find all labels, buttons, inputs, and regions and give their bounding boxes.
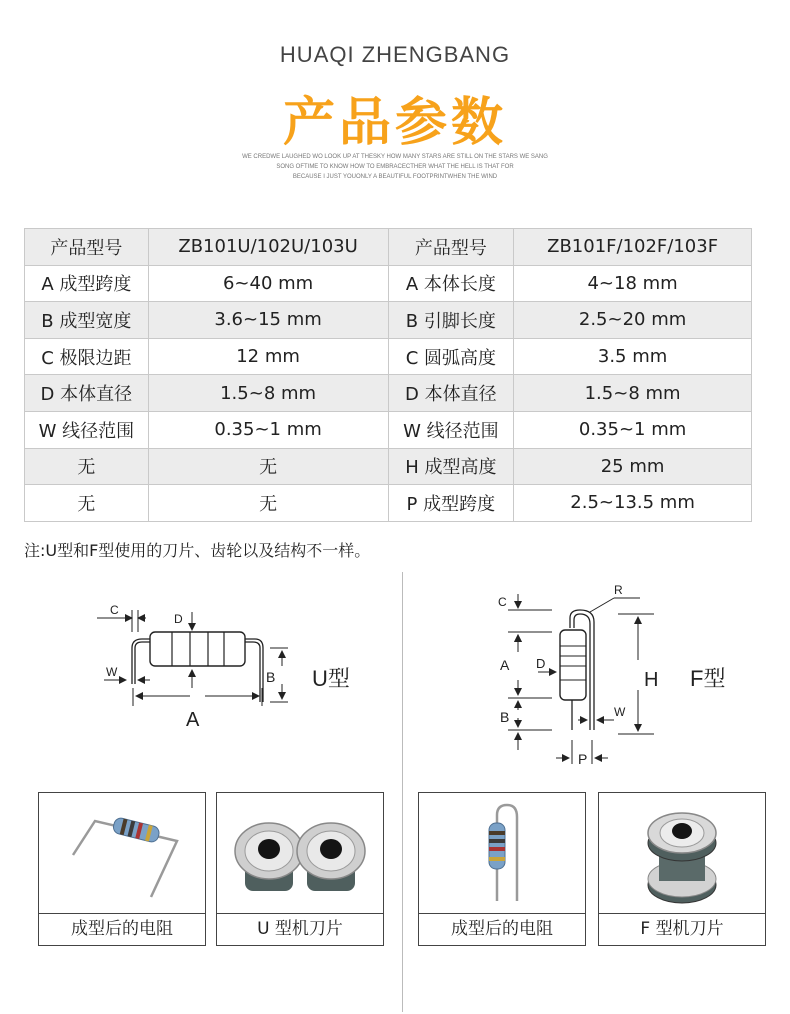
table-cell: 无 — [148, 485, 388, 522]
bent-resistor-f-image — [419, 793, 585, 913]
f-type-label: F型 — [690, 666, 726, 691]
table-row — [25, 338, 752, 375]
table-cell: B 引脚长度 — [388, 302, 514, 339]
table-cell: P 成型跨度 — [388, 485, 514, 522]
table-cell: 0.35~1 mm — [148, 411, 388, 448]
tagline-line-1: WE CREDWE LAUGHED WO LOOK UP AT THESKY HOW MANY STARS ARE STILL ON THE STARS WE SANG — [242, 154, 548, 160]
table-row — [25, 411, 752, 448]
table-row — [25, 302, 752, 339]
u-blade-image — [217, 793, 383, 913]
table-cell: A 本体长度 — [388, 265, 514, 302]
card-caption: 成型后的电阻 — [419, 913, 585, 945]
card-caption: U 型机刀片 — [217, 913, 383, 945]
f-label-r: R — [614, 583, 623, 597]
table-cell: 6~40 mm — [148, 265, 388, 302]
table-row — [25, 448, 752, 485]
u-label-b: B — [266, 669, 276, 685]
table-cell: ZB101F/102F/103F — [514, 229, 752, 266]
f-label-h: H — [644, 669, 659, 691]
table-cell: 4~18 mm — [514, 265, 752, 302]
table-cell: 0.35~1 mm — [514, 411, 752, 448]
f-type-diagram — [490, 580, 750, 770]
table-cell: ZB101U/102U/103U — [148, 229, 388, 266]
table-cell: 无 — [25, 448, 149, 485]
spec-table — [24, 228, 752, 522]
table-cell: H 成型高度 — [388, 448, 514, 485]
table-cell: C 极限边距 — [25, 338, 149, 375]
table-cell: 25 mm — [514, 448, 752, 485]
table-cell: D 本体直径 — [388, 375, 514, 412]
u-label-a: A — [186, 709, 200, 731]
section-divider — [402, 572, 403, 1012]
table-cell: W 线径范围 — [388, 411, 514, 448]
table-cell: A 成型跨度 — [25, 265, 149, 302]
f-label-a: A — [500, 657, 510, 673]
tagline — [0, 152, 790, 182]
table-cell: 产品型号 — [25, 229, 149, 266]
table-cell: C 圆弧高度 — [388, 338, 514, 375]
table-cell: 3.5 mm — [514, 338, 752, 375]
table-cell: 12 mm — [148, 338, 388, 375]
table-cell: W 线径范围 — [25, 411, 149, 448]
table-cell: 3.6~15 mm — [148, 302, 388, 339]
f-label-d: D — [536, 656, 546, 671]
f-blade-image — [599, 793, 765, 913]
photo-card-u-blade — [216, 792, 384, 946]
f-label-b: B — [500, 709, 510, 725]
table-cell: D 本体直径 — [25, 375, 149, 412]
u-label-w: W — [106, 665, 118, 679]
table-row — [25, 265, 752, 302]
photo-card-f-blade — [598, 792, 766, 946]
u-label-d: D — [174, 612, 183, 626]
table-row — [25, 485, 752, 522]
u-label-c: C — [110, 603, 119, 617]
table-cell: B 成型宽度 — [25, 302, 149, 339]
note-text: 注:U型和F型使用的刀片、齿轮以及结构不一样。 — [24, 541, 371, 560]
page-title: 产品参数 — [282, 93, 507, 153]
table-cell: 2.5~20 mm — [514, 302, 752, 339]
u-type-diagram — [90, 596, 400, 746]
f-label-p: P — [578, 751, 588, 767]
bent-resistor-u-image — [39, 793, 205, 913]
photo-card-u-resistor — [38, 792, 206, 946]
card-caption: 成型后的电阻 — [39, 913, 205, 945]
table-row — [25, 375, 752, 412]
table-cell: 2.5~13.5 mm — [514, 485, 752, 522]
table-cell: 产品型号 — [388, 229, 514, 266]
table-cell: 1.5~8 mm — [514, 375, 752, 412]
f-label-c: C — [498, 595, 507, 609]
table-row — [25, 229, 752, 266]
photo-card-f-resistor — [418, 792, 586, 946]
card-caption: F 型机刀片 — [599, 913, 765, 945]
f-label-w: W — [614, 705, 626, 719]
u-type-label: U型 — [312, 666, 350, 691]
tagline-line-2: SONG OFTIME TO KNOW HOW TO EMBRACECTHER WHAT THE HELL IS THAT FOR — [276, 164, 514, 170]
table-cell: 1.5~8 mm — [148, 375, 388, 412]
table-cell: 无 — [25, 485, 149, 522]
table-cell: 无 — [148, 448, 388, 485]
brand-name: HUAQI ZHENGBANG — [279, 42, 511, 67]
tagline-line-3: BECAUSE I JUST YOUONLY A BEAUTIFUL FOOTPRINTWHEN THE WIND — [292, 174, 498, 180]
